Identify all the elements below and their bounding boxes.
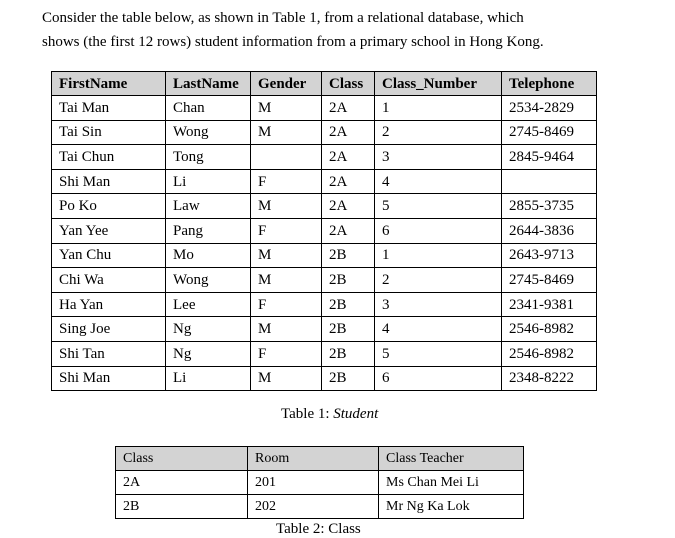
table-cell: 2A xyxy=(322,145,375,170)
table-row xyxy=(52,218,597,243)
table-cell: Ng xyxy=(166,317,251,342)
table-cell: Law xyxy=(166,194,251,219)
table-row xyxy=(116,471,524,495)
table-cell: 2341-9381 xyxy=(502,292,597,317)
table-row xyxy=(52,341,597,366)
column-header-telephone: Telephone xyxy=(502,72,597,96)
table-cell: 2845-9464 xyxy=(502,145,597,170)
column-header-class-number: Class_Number xyxy=(375,72,502,96)
table-cell: 5 xyxy=(375,194,502,219)
table-cell: 1 xyxy=(375,243,502,268)
table-cell: 4 xyxy=(375,317,502,342)
student-table-body xyxy=(52,96,597,391)
table-cell: 3 xyxy=(375,292,502,317)
class-table-caption: Table 2: Class xyxy=(276,521,361,537)
table-cell: 4 xyxy=(375,169,502,194)
student-table-header-row xyxy=(52,72,597,96)
table-cell: Chan xyxy=(166,96,251,121)
table-cell: 5 xyxy=(375,341,502,366)
table-cell: Shi Tan xyxy=(52,341,166,366)
table-cell: Lee xyxy=(166,292,251,317)
table-cell: Yan Yee xyxy=(52,218,166,243)
table-cell: 2B xyxy=(322,341,375,366)
table-cell: M xyxy=(251,96,322,121)
table-cell: Yan Chu xyxy=(52,243,166,268)
table-cell: 2A xyxy=(322,194,375,219)
table-row xyxy=(52,243,597,268)
column-header-lastname: LastName xyxy=(166,72,251,96)
class-table-body xyxy=(116,471,524,519)
table-cell: Po Ko xyxy=(52,194,166,219)
table-cell xyxy=(502,169,597,194)
table-cell: 2534-2829 xyxy=(502,96,597,121)
table-cell: M xyxy=(251,268,322,293)
table-cell xyxy=(251,145,322,170)
table-cell: F xyxy=(251,292,322,317)
table-cell: 2348-8222 xyxy=(502,366,597,391)
table-cell: Tai Chun xyxy=(52,145,166,170)
intro-line-2: shows (the first 12 rows) student information from a primary school in Hong Kong. xyxy=(42,34,544,50)
table-cell: Ha Yan xyxy=(52,292,166,317)
table-cell: 2643-9713 xyxy=(502,243,597,268)
column-header-room: Room xyxy=(248,447,379,471)
table-cell: 2644-3836 xyxy=(502,218,597,243)
table-cell: Mo xyxy=(166,243,251,268)
table-cell: 2855-3735 xyxy=(502,194,597,219)
class-table-header-row xyxy=(116,447,524,471)
table-cell: Shi Man xyxy=(52,366,166,391)
table-row xyxy=(52,96,597,121)
table-cell: Ms Chan Mei Li xyxy=(379,471,524,495)
table-row xyxy=(52,120,597,145)
table-cell: 2B xyxy=(322,317,375,342)
column-header-gender: Gender xyxy=(251,72,322,96)
table-cell: Wong xyxy=(166,120,251,145)
table-row xyxy=(52,145,597,170)
table-cell: 2745-8469 xyxy=(502,120,597,145)
student-caption-name: Student xyxy=(333,406,379,422)
table-cell: M xyxy=(251,120,322,145)
table-cell: 3 xyxy=(375,145,502,170)
table-cell: Tai Sin xyxy=(52,120,166,145)
student-table-caption xyxy=(281,405,378,423)
table-cell: M xyxy=(251,317,322,342)
column-header-firstname: FirstName xyxy=(52,72,166,96)
table-cell: 1 xyxy=(375,96,502,121)
table-row xyxy=(52,268,597,293)
table-cell: F xyxy=(251,218,322,243)
table-cell: F xyxy=(251,169,322,194)
table-cell: 2745-8469 xyxy=(502,268,597,293)
table-cell: 2B xyxy=(322,292,375,317)
table-cell: Wong xyxy=(166,268,251,293)
table-row xyxy=(116,495,524,519)
class-table xyxy=(115,446,524,519)
column-header-class: Class xyxy=(116,447,248,471)
intro-line-1: Consider the table below, as shown in Table 1, from a relational database, which xyxy=(42,10,524,26)
table-cell: 2A xyxy=(322,96,375,121)
table-cell: Chi Wa xyxy=(52,268,166,293)
table-cell: M xyxy=(251,366,322,391)
table-row xyxy=(52,317,597,342)
table-cell: Tai Man xyxy=(52,96,166,121)
table-cell: 2546-8982 xyxy=(502,317,597,342)
table-cell: Shi Man xyxy=(52,169,166,194)
intro-paragraph xyxy=(42,6,652,54)
table-cell: 202 xyxy=(248,495,379,519)
student-table xyxy=(51,71,597,391)
table-cell: 2A xyxy=(322,218,375,243)
column-header-class-teacher: Class Teacher xyxy=(379,447,524,471)
table-cell: 2546-8982 xyxy=(502,341,597,366)
table-row xyxy=(52,292,597,317)
column-header-class: Class xyxy=(322,72,375,96)
table-cell: Li xyxy=(166,366,251,391)
table-row xyxy=(52,169,597,194)
table-row xyxy=(52,366,597,391)
table-cell: 6 xyxy=(375,366,502,391)
table-cell: Sing Joe xyxy=(52,317,166,342)
table-cell: M xyxy=(251,243,322,268)
table-cell: Mr Ng Ka Lok xyxy=(379,495,524,519)
student-caption-prefix: Table 1: xyxy=(281,406,334,422)
table-cell: Li xyxy=(166,169,251,194)
table-cell: 2 xyxy=(375,268,502,293)
table-cell: M xyxy=(251,194,322,219)
table-cell: 2A xyxy=(322,169,375,194)
table-cell: 2B xyxy=(322,268,375,293)
table-cell: F xyxy=(251,341,322,366)
table-cell: 2B xyxy=(322,243,375,268)
table-row xyxy=(52,194,597,219)
table-cell: 2A xyxy=(322,120,375,145)
table-cell: Pang xyxy=(166,218,251,243)
table-cell: 2B xyxy=(116,495,248,519)
table-cell: 6 xyxy=(375,218,502,243)
table-cell: 2 xyxy=(375,120,502,145)
table-cell: 201 xyxy=(248,471,379,495)
table-cell: Ng xyxy=(166,341,251,366)
table-cell: 2A xyxy=(116,471,248,495)
table-cell: 2B xyxy=(322,366,375,391)
table-cell: Tong xyxy=(166,145,251,170)
